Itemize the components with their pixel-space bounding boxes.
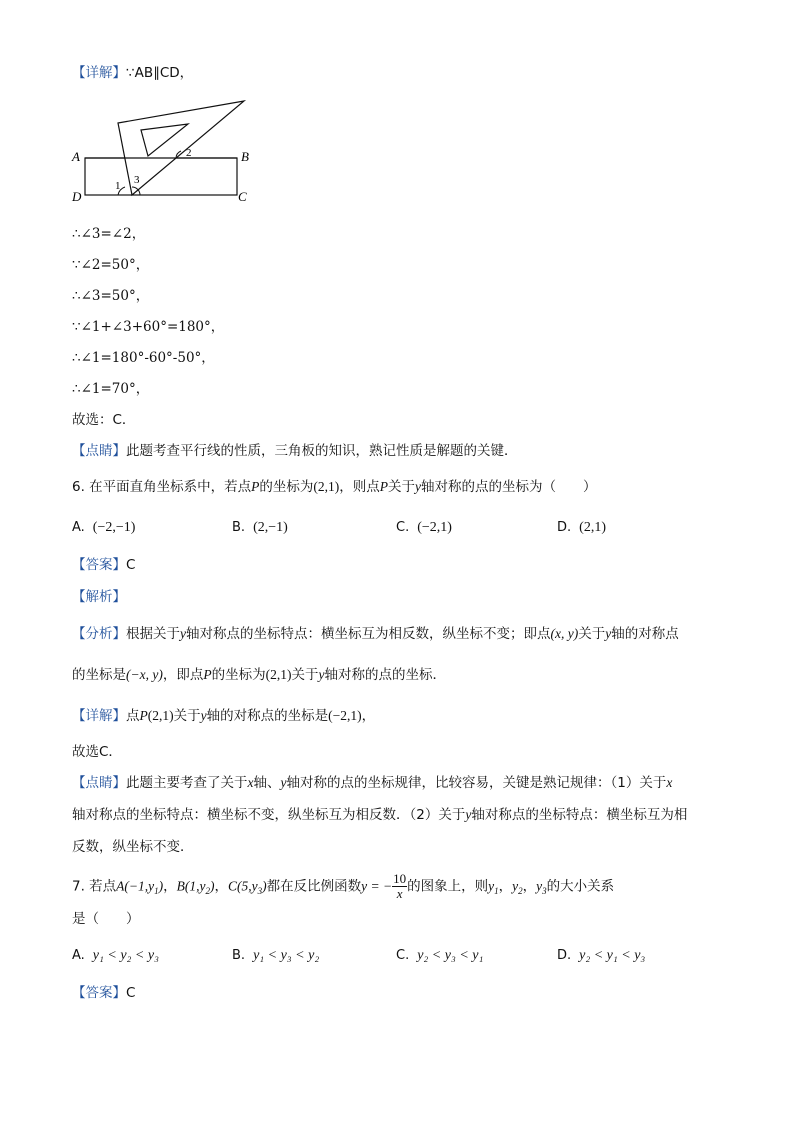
- q7-option-d[interactable]: [557, 947, 645, 965]
- q6-option-b[interactable]: [232, 519, 288, 537]
- var-y: y: [488, 878, 495, 894]
- comment-line: [72, 442, 518, 460]
- axis-y: y: [180, 626, 186, 641]
- text-part: 关于: [173, 708, 201, 724]
- step-line: ∴∠3=∠2，: [72, 226, 146, 242]
- q6-stem-part: 轴对称的点的坐标为（ ）: [421, 479, 597, 495]
- text-part: 的坐标是: [72, 667, 126, 683]
- q6-fenxi-line2: [72, 666, 446, 684]
- text-part: 的大小关系: [546, 878, 615, 895]
- coord: (2,1): [147, 708, 174, 723]
- q6-axis-y: y: [415, 479, 422, 494]
- label-c: C: [238, 189, 247, 204]
- option-value: y₂ < y₁ < y₃: [579, 948, 646, 963]
- q7-answer: [72, 984, 135, 1002]
- var-y: y: [512, 878, 519, 894]
- answer-tag: 【答案】: [72, 557, 126, 573]
- q6-stem-part: 关于: [388, 479, 416, 495]
- label-d: D: [72, 189, 82, 204]
- subscript: 3: [257, 886, 263, 897]
- text-part: 点: [126, 708, 140, 724]
- subscript: 1: [494, 886, 499, 897]
- text-part: 轴、: [253, 775, 281, 791]
- paren: ): [210, 878, 215, 894]
- q7-option-b[interactable]: [232, 947, 319, 965]
- text-part: 根据关于: [126, 626, 180, 642]
- step-line: ∴∠3=50°，: [72, 288, 150, 304]
- option-letter: A.: [72, 948, 85, 963]
- q6-comment-line2: [72, 806, 687, 824]
- q7-stem-line2: 是（ ）: [72, 911, 140, 927]
- step-line: ∴∠1=180°-60°-50°，: [72, 350, 215, 366]
- text-part: 轴的对称点: [611, 626, 679, 642]
- q6-comment-line1: [72, 774, 672, 792]
- text-part: 轴的对称点的坐标是: [206, 708, 329, 724]
- q7-option-c[interactable]: [396, 947, 483, 965]
- text-part: 关于: [291, 667, 319, 683]
- comment-tag: 【点睛】: [72, 443, 126, 459]
- text-part: ，即点: [162, 667, 204, 683]
- answer-value: C: [126, 985, 136, 1001]
- separator: ，: [163, 878, 177, 895]
- answer-value: C: [126, 557, 136, 573]
- var-y: y: [536, 878, 543, 894]
- analysis-tag: 【解析】: [72, 589, 126, 605]
- fraction-denominator: x: [396, 886, 403, 901]
- option-letter: A.: [72, 520, 85, 535]
- q6-point-p: P: [251, 479, 260, 494]
- axis-y: y: [200, 708, 207, 723]
- coord: (2,1): [265, 667, 292, 682]
- answer-tag: 【答案】: [72, 985, 126, 1001]
- separator: ，: [214, 878, 228, 895]
- text-part: 轴对称的点的坐标．: [324, 667, 446, 683]
- subscript: 2: [205, 886, 210, 897]
- option-letter: C.: [396, 948, 410, 963]
- paren: ): [262, 878, 267, 894]
- q6-choice: 故选C．: [72, 744, 122, 760]
- q6-stem: [72, 478, 597, 496]
- label-1: 1: [115, 180, 121, 192]
- coord-xy: (x, y): [550, 626, 579, 641]
- axis-x: x: [666, 775, 673, 790]
- axis-y: y: [280, 775, 287, 790]
- text-part: 轴对称的点的坐标规律，比较容易，关键是熟记规律：（1）关于: [286, 775, 667, 791]
- coord: (−2,1): [328, 708, 362, 723]
- point-c: C(5,y: [228, 878, 258, 894]
- label-2: 2: [186, 147, 192, 159]
- detail-text: ∵AB∥CD，: [126, 65, 194, 81]
- axis-y: y: [318, 667, 325, 682]
- q7-option-a[interactable]: [72, 947, 159, 965]
- text-part: 关于: [578, 626, 606, 642]
- subscript: 1: [154, 886, 159, 897]
- paren: ): [158, 878, 164, 894]
- option-value: (2,1): [579, 520, 606, 535]
- q6-comment-line3: 反数，纵坐标不变．: [72, 839, 194, 855]
- option-letter: D.: [557, 520, 572, 535]
- label-3: 3: [134, 174, 140, 186]
- fraction: [392, 872, 407, 901]
- point-a: A(−1,y: [116, 878, 155, 894]
- detail-tag: 【详解】: [72, 65, 126, 81]
- point-p: P: [203, 667, 212, 682]
- point-p: P: [139, 708, 148, 723]
- comment-text: 此题考查平行线的性质，三角板的知识，熟记性质是解题的关键．: [126, 443, 518, 459]
- triangle-ruler-figure: [68, 98, 258, 208]
- text-part: 轴对称点的坐标特点：横坐标不变，纵坐标互为相反数．（2）关于: [72, 807, 466, 823]
- choice-line: 故选：C．: [72, 412, 136, 428]
- option-value: (−2,1): [417, 520, 452, 535]
- q6-option-a[interactable]: [72, 519, 135, 537]
- coord-neg-x-y: (−x, y): [126, 667, 163, 682]
- text-part: 轴对称点的坐标特点：横坐标互为相反数，纵坐标不变；即点: [186, 626, 551, 642]
- function-lhs: y = −: [361, 878, 393, 894]
- axis-x: x: [247, 775, 254, 790]
- option-value: y₁ < y₂ < y₃: [92, 948, 159, 963]
- subscript: 3: [542, 886, 547, 897]
- option-value: (2,−1): [253, 520, 288, 535]
- detail-tag: 【详解】: [72, 708, 126, 724]
- separator: ，: [498, 878, 513, 895]
- option-value: (−2,−1): [92, 520, 136, 535]
- label-b: B: [241, 149, 249, 164]
- axis-y: y: [605, 626, 612, 641]
- option-letter: D.: [557, 948, 572, 963]
- q6-point-p: P: [379, 479, 389, 494]
- text-part: 7. 若点: [72, 878, 117, 895]
- text-part: 都在反比例函数: [266, 878, 362, 895]
- label-a: A: [72, 149, 80, 164]
- fenxi-tag: 【分析】: [72, 626, 126, 642]
- comment-tag: 【点睛】: [72, 775, 126, 791]
- point-b: B(1,y: [176, 878, 206, 894]
- q6-stem-part: ，则点: [339, 479, 380, 495]
- q6-coord: (2,1): [313, 479, 340, 494]
- separator: ，: [522, 878, 537, 895]
- option-value: y₁ < y₃ < y₂: [253, 948, 320, 963]
- detail-line: [72, 64, 193, 82]
- q6-stem-part: 的坐标为: [259, 479, 314, 495]
- step-line: ∵∠1+∠3+60°=180°，: [72, 319, 225, 335]
- q6-stem-part: 6. 在平面直角坐标系中，若点: [72, 479, 252, 495]
- q6-analysis: [72, 588, 126, 606]
- q6-option-d[interactable]: [557, 519, 606, 537]
- q6-fenxi-line1: [72, 625, 679, 643]
- option-letter: C.: [396, 520, 410, 535]
- axis-y: y: [465, 807, 472, 822]
- fraction-numerator: 10: [393, 871, 407, 886]
- text-part: 此题主要考查了关于: [126, 775, 248, 791]
- option-letter: B.: [232, 948, 246, 963]
- q7-stem-line1: [72, 872, 614, 901]
- text-part: 的坐标为: [211, 667, 266, 683]
- q6-answer: [72, 556, 135, 574]
- step-line: ∴∠1=70°，: [72, 381, 150, 397]
- text-part: 轴对称点的坐标特点：横坐标互为相: [471, 807, 688, 823]
- option-letter: B.: [232, 520, 246, 535]
- q6-detail: [72, 707, 375, 725]
- option-value: y₂ < y₃ < y₁: [417, 948, 484, 963]
- step-line: ∵∠2=50°，: [72, 257, 150, 273]
- q6-option-c[interactable]: [396, 519, 452, 537]
- subscript: 2: [518, 886, 523, 897]
- text-part: ，: [361, 708, 376, 724]
- text-part: 的图象上，则: [407, 878, 489, 895]
